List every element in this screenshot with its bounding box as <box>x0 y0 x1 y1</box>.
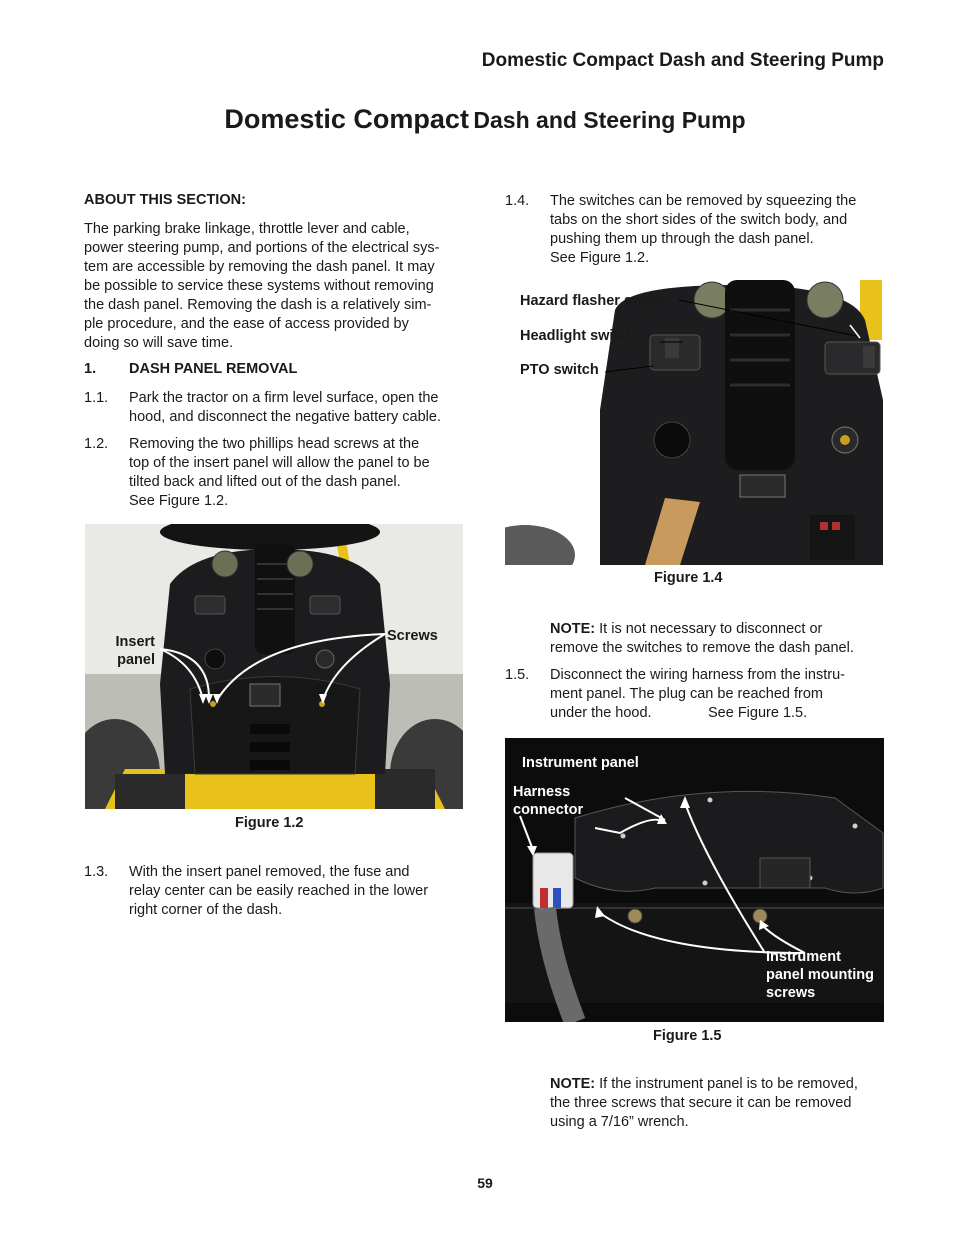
step-line: See Figure 1.2. <box>129 493 229 509</box>
section-number: 1. <box>84 361 97 377</box>
step-line: right corner of the dash. <box>129 902 283 918</box>
figure-1-5-caption: Figure 1.5 <box>653 1028 722 1044</box>
step-line: With the insert panel removed, the fuse and <box>129 864 410 880</box>
figure-1-4-caption: Figure 1.4 <box>654 570 723 586</box>
label-harness-connector <box>513 783 583 819</box>
step-line: relay center can be easily reached in the lower <box>129 883 429 899</box>
step-number: 1.3. <box>84 864 109 880</box>
about-paragraph <box>84 220 466 353</box>
label-screws: Screws <box>387 628 438 644</box>
step-line: pushing them up through the dash panel. <box>550 231 814 247</box>
label-screws-line: screws <box>766 985 816 1001</box>
note-1 <box>550 620 890 658</box>
step-1-3 <box>84 863 466 923</box>
note-2 <box>550 1075 890 1132</box>
figure-1-4-photo <box>505 280 884 565</box>
note-text: using a 7/16” wrench. <box>550 1114 689 1130</box>
step-line: tabs on the short sides of the switch body, and <box>550 212 848 228</box>
about-line: ple procedure, and the ease of access provided by <box>84 316 409 332</box>
step-line: See Figure 1.2. <box>550 250 650 266</box>
step-line: hood, and disconnect the negative battery cable. <box>129 409 441 425</box>
step-line: under the hood. See Figure 1.5. <box>550 705 808 721</box>
step-number: 1.1. <box>84 390 109 406</box>
note-label: NOTE: <box>550 621 596 637</box>
running-header: Domestic Compact Dash and Steering Pump <box>481 50 884 71</box>
label-harness-line: Harness <box>513 784 571 800</box>
step-line: ment panel. The plug can be reached from <box>550 686 823 702</box>
step-1-5 <box>505 666 887 726</box>
step-line: Disconnect the wiring harness from the instru- <box>550 667 845 683</box>
label-headlight-switch: Headlight switch <box>520 328 636 344</box>
step-1-4 <box>505 192 887 272</box>
step-line: Park the tractor on a firm level surface, open the <box>129 390 439 406</box>
label-insert-line: Insert <box>115 634 155 650</box>
step-number: 1.2. <box>84 436 109 452</box>
step-line: The switches can be removed by squeezing the <box>550 193 857 209</box>
step-1-2 <box>84 435 466 515</box>
label-hazard-switch: Hazard flasher switch <box>520 293 670 309</box>
step-1-1 <box>84 389 466 429</box>
about-line: the dash panel. Removing the dash is a relatively sim- <box>84 297 432 313</box>
label-instrument-panel: Instrument panel <box>522 755 639 771</box>
label-screws-line: panel mounting <box>766 967 874 983</box>
note-text: If the instrument panel is to be removed, <box>595 1076 858 1092</box>
note-text: remove the switches to remove the dash panel. <box>550 640 854 656</box>
page-number: 59 <box>477 1175 493 1191</box>
about-line: The parking brake linkage, throttle lever and cable, <box>84 221 410 237</box>
step-number: 1.5. <box>505 667 530 683</box>
about-line: doing so will save time. <box>84 335 234 351</box>
switches-illustration <box>505 280 884 565</box>
title-part-2: Dash and Steering Pump <box>473 107 746 133</box>
figure-1-5-photo <box>505 738 884 1022</box>
label-harness-line: connector <box>513 802 584 818</box>
title-part-1: Domestic Compact <box>224 104 469 134</box>
about-line: be possible to service these systems without removing <box>84 278 434 294</box>
step-line: tilted back and lifted out of the dash panel. <box>129 474 401 490</box>
about-heading: ABOUT THIS SECTION: <box>84 192 246 208</box>
about-line: tem are accessible by removing the dash panel. It may <box>84 259 435 275</box>
label-pto-switch: PTO switch <box>520 362 599 378</box>
step-line: top of the insert panel will allow the panel to be <box>129 455 430 471</box>
note-text: It is not necessary to disconnect or <box>595 621 823 637</box>
label-insert-line: panel <box>117 652 155 668</box>
label-screws-line: Instrument <box>766 949 841 965</box>
figure-1-2-caption: Figure 1.2 <box>235 815 304 831</box>
step-line: Removing the two phillips head screws at the <box>129 436 420 452</box>
label-insert-panel <box>111 633 155 669</box>
step-number: 1.4. <box>505 193 530 209</box>
label-mounting-screws <box>766 948 874 1002</box>
page-title <box>0 104 954 135</box>
about-line: power steering pump, and portions of the electrical sys- <box>84 240 440 256</box>
note-label: NOTE: <box>550 1076 596 1092</box>
note-text: the three screws that secure it can be removed <box>550 1095 852 1111</box>
figure-1-2-photo <box>85 524 463 809</box>
section-label: DASH PANEL REMOVAL <box>129 361 298 377</box>
